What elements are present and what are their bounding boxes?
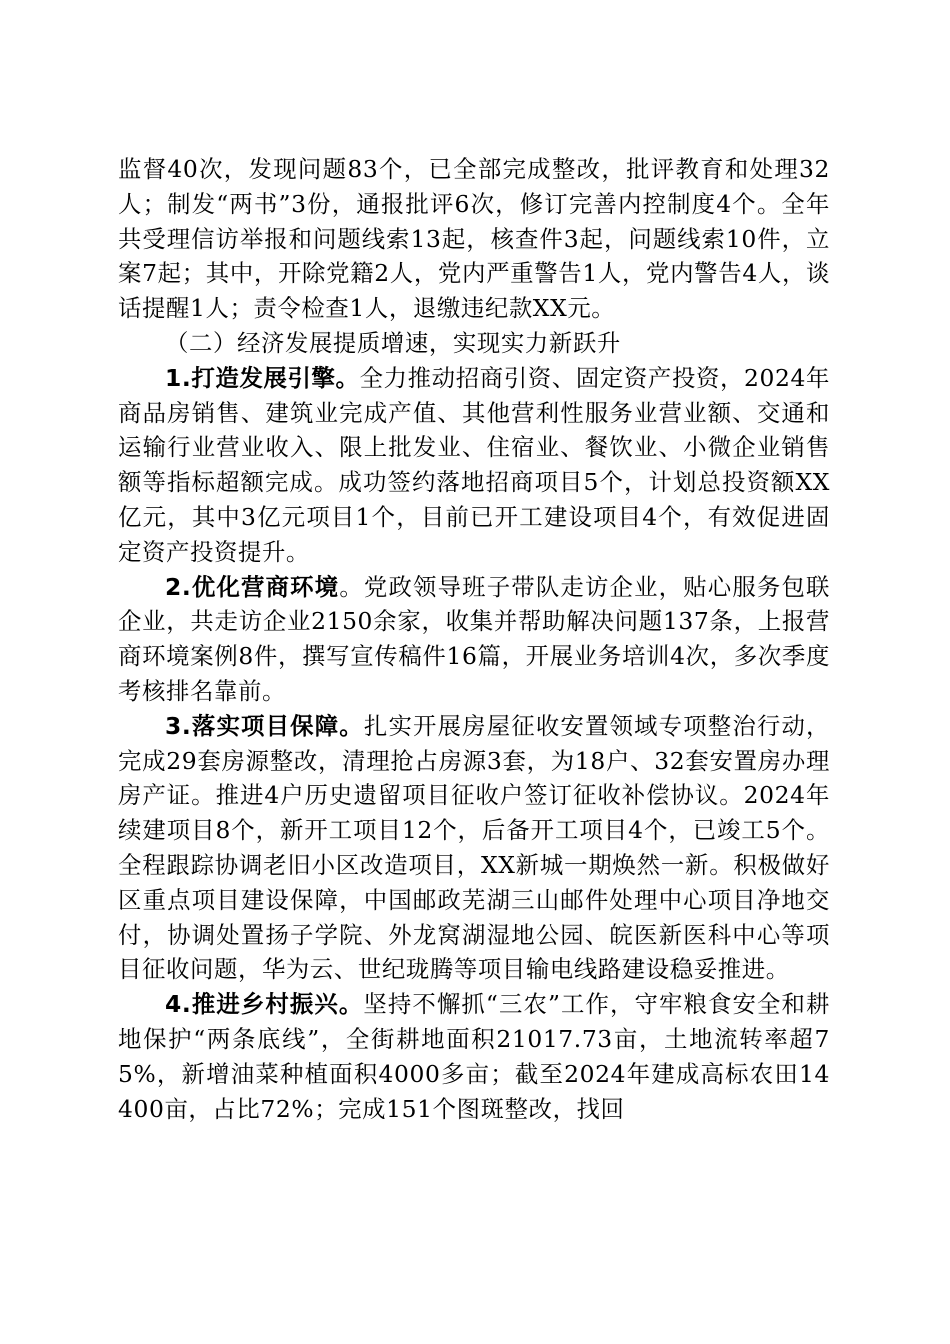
paragraph-development-engine (118, 361, 830, 570)
paragraph-text: 。党政领导班子带队走访企业，贴心服务包联企业，共走访企业2150余家，收集并帮助解决问题137条，上报营商环境案例8件，撰写宣传稿件16篇，开展业务培训4次，多次季度考核排名靠前。 (118, 572, 830, 705)
paragraph-supervision-summary (118, 152, 830, 326)
heading-text: （二）经济发展提质增速，实现实力新跃升 (165, 328, 621, 357)
document-page (118, 152, 830, 1126)
paragraph-lead: 2.优化营商环境 (165, 572, 340, 601)
paragraph-text: 扎实开展房屋征收安置领域专项整治行动，完成29套房源整改，清理抢占房源3套，为18户、32套安置房办理房产证。推进4户历史遗留项目征收户签订征收补偿协议。2024年续建项目8个，新开工项目12个，后备开工项目4个，已竣工5个。全程跟踪协调老旧小区改造项目，XX新城一期焕然一新。积极做好区重点项目建设保障，中国邮政芜湖三山邮件处理中心项目净地交付，协调处置扬子学院、外龙窝湖湿地公园、皖医新医科中心等项目征收问题，华为云、世纪珑腾等项目输电线路建设稳妥推进。 (118, 711, 830, 984)
paragraph-business-environment (118, 570, 830, 709)
paragraph-lead: 1.打造发展引擎。 (165, 363, 360, 392)
paragraph-text: 全力推动招商引资、固定资产投资，2024年商品房销售、建筑业完成产值、其他营利性服务业营业额、交通和运输行业营业收入、限上批发业、住宿业、餐饮业、小微企业销售额等指标超额完成。成功签约落地招商项目5个，计划总投资额XX亿元，其中3亿元项目1个，目前已开工建设项目4个，有效促进固定资产投资提升。 (118, 363, 830, 566)
paragraph-rural-revitalization (118, 987, 830, 1126)
section-heading-economy (118, 326, 830, 361)
paragraph-text: 坚持不懈抓“三农”工作，守牢粮食安全和耕地保护“两条底线”，全街耕地面积21017.73亩，土地流转率超75%，新增油菜种植面积4000多亩；截至2024年建成高标农田14400亩，占比72%；完成151个图斑整改，找回 (118, 990, 830, 1123)
paragraph-text: 监督40次，发现问题83个，已全部完成整改，批评教育和处理32人；制发“两书”3份，通报批评6次，修订完善内控制度4个。全年共受理信访举报和问题线索13起，核查件3起，问题线索10件，立案7起；其中，开除党籍2人，党内严重警告1人，党内警告4人，谈话提醒1人；责令检查1人，退缴违纪款XX元。 (118, 155, 830, 323)
paragraph-project-guarantee (118, 709, 830, 987)
paragraph-lead: 3.落实项目保障。 (165, 711, 364, 740)
paragraph-lead: 4.推进乡村振兴。 (165, 990, 364, 1019)
